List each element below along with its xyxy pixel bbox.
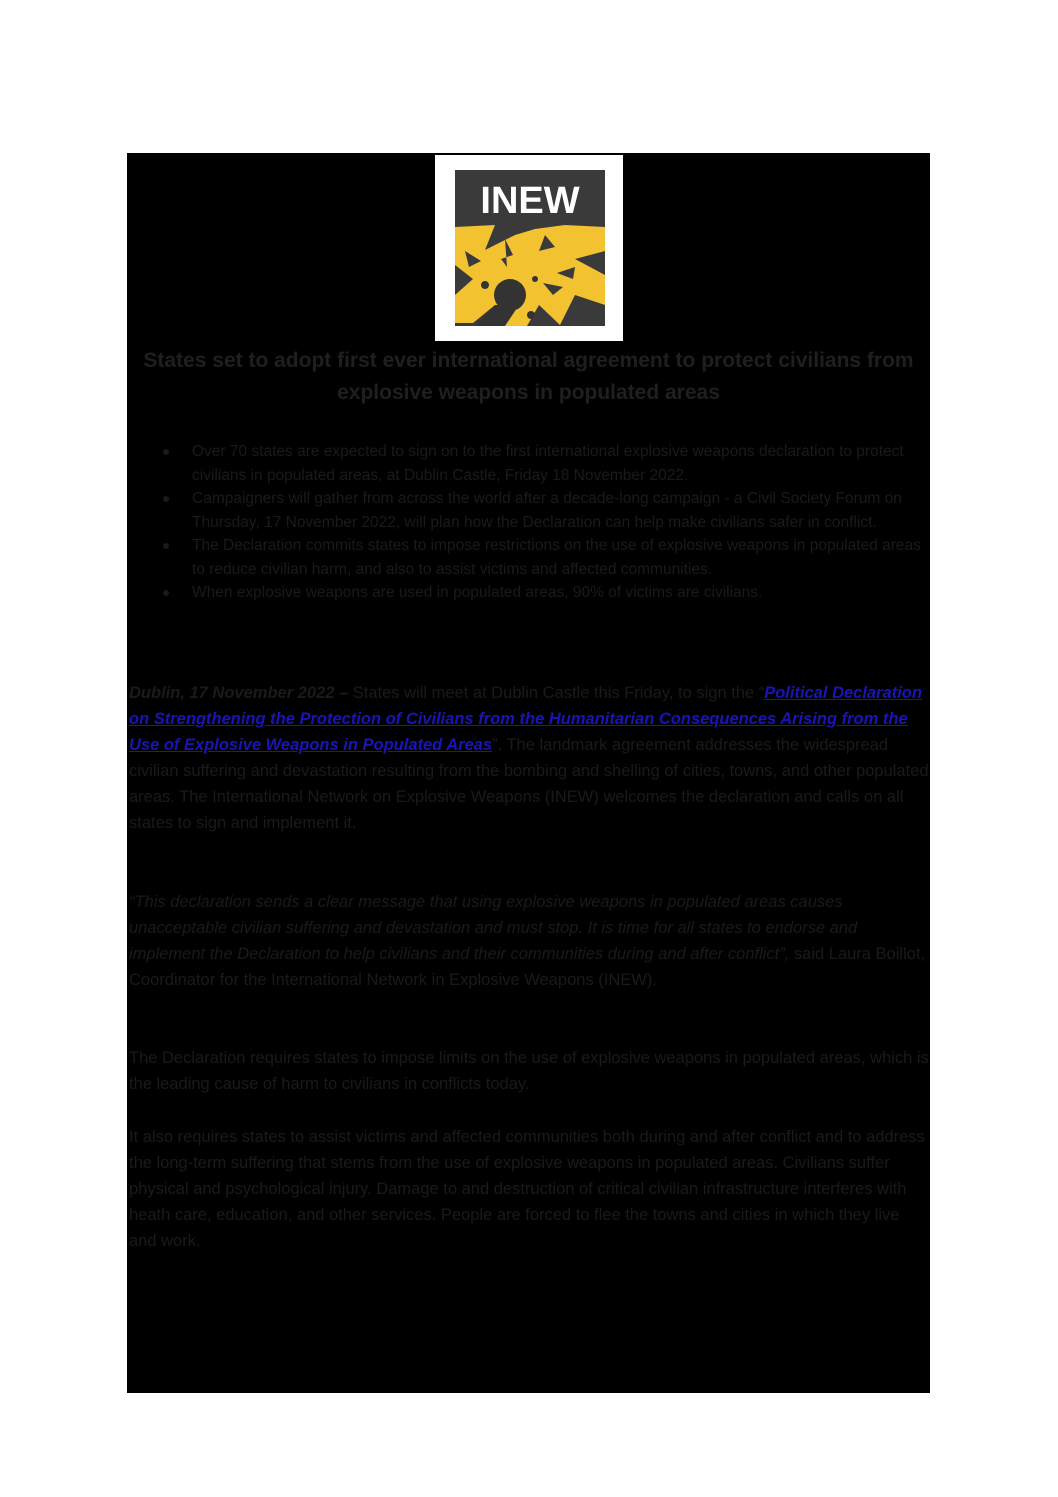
- paragraph-dateline: Dublin, 17 November 2022 – States will meet at Dublin Castle this Friday, to sign the “Political Declaration on Strengthening the Protection of Civilians from the Humanitarian Consequences Arising from the Use of Explosive Weapons in Populated Areas”. The landmark agreement addresses the widespread civilian suffering and devastation resulting from the bombing and shelling of cities, towns, and other populated areas. The International Network on Explosive Weapons (INEW) welcomes the declaration and calls on all states to sign and implement it.: [129, 684, 929, 832]
- bullet-item: Campaigners will gather from across the world after a decade-long campaign - a Civil Society Forum on Thursday, 17 November 2022, will plan how the Declaration can help make civilians safer in conflict.: [163, 487, 933, 534]
- inew-logo-graphic: [435, 155, 623, 341]
- logo-text: INEW: [480, 180, 580, 222]
- bullet-dot-icon: [163, 496, 169, 502]
- bullet-item: When explosive weapons are used in populated areas, 90% of victims are civilians.: [163, 581, 933, 605]
- paragraph-quote: [129, 889, 931, 993]
- inew-logo: [435, 155, 623, 341]
- dateline: Dublin, 17 November 2022 –: [129, 684, 349, 702]
- paragraph-limits: The Declaration requires states to impose limits on the use of explosive weapons in populated areas, which is the leading cause of harm to civilians in conflicts today.: [129, 1049, 929, 1093]
- declaration-link[interactable]: Political Declaration on Strengthening the Protection of Civilians from the Humanitarian Consequences Arising from the Use of Explosive Weapons in Populated Areas: [129, 684, 922, 754]
- document-page: [127, 153, 930, 1393]
- bullet-dot-icon: [163, 543, 169, 549]
- bullet-dot-icon: [163, 449, 169, 455]
- bullet-dot-icon: [163, 590, 169, 596]
- paragraph-victims: It also requires states to assist victims and affected communities both during and after conflict and to address the long-term suffering that stems from the use of explosive weapons in populated areas. Civilians suffer physical and psychological injury. Damage to and destruction of critical civilian infrastructure interferes with heath care, education, and other services. People are forced to flee the towns and cities in which they live and work.: [129, 1128, 925, 1250]
- quote-text: “This declaration sends a clear message that using explosive weapons in populated areas causes unacceptable civilian suffering and devastation and must stop. It is time for all states to endorse and implement the Declaration to help civilians and their communities during and after conflict”,: [129, 893, 858, 963]
- quote-attribution: said Laura Boillot, Coordinator for the International Network in Explosive Weapons (INEW).: [129, 945, 926, 989]
- document-title: States set to adopt first ever international agreement to protect civilians from explosive weapons in populated areas: [143, 349, 914, 404]
- bullet-item: The Declaration commits states to impose restrictions on the use of explosive weapons in populated areas to reduce civilian harm, and also to assist victims and affected communities.: [163, 534, 933, 581]
- bullet-item: Over 70 states are expected to sign on to the first international explosive weapons declaration to protect civilians in populated areas, at Dublin Castle, Friday 18 November 2022.: [163, 440, 933, 487]
- summary-bullet-list: [163, 440, 933, 605]
